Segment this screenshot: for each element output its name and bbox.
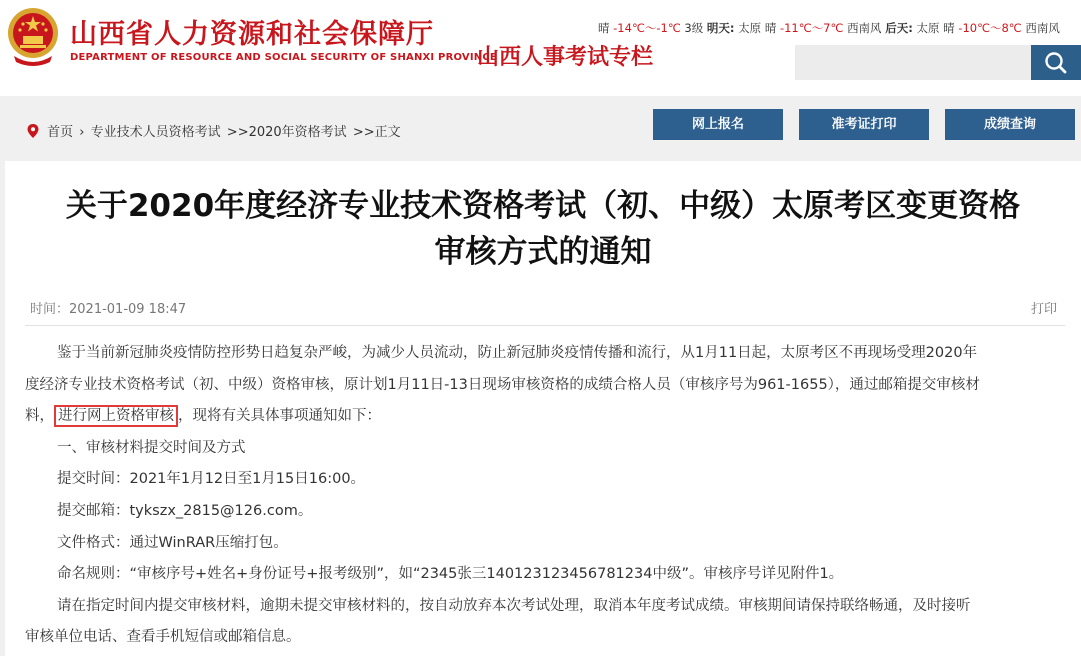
text-fragment: ，现将有关具体事项通知如下： <box>178 408 381 425</box>
breadcrumb-home[interactable]: 首页 <box>47 125 74 140</box>
breadcrumb-level2[interactable]: >>2020年资格考试 <box>226 125 347 140</box>
paragraph-line: 审核单位电话、查看手机短信或邮箱信息。 <box>25 629 301 646</box>
weather-tomorrow-temp: -11℃～7℃ <box>779 21 844 35</box>
weather-after-label: 后天: <box>885 21 913 35</box>
department-name-cn: 山西省人力资源和社会保障厅 <box>70 19 434 50</box>
weather-tomorrow-cond: 晴 <box>764 21 777 35</box>
search-input[interactable] <box>795 45 1031 80</box>
nav-bar <box>0 96 1081 154</box>
naming-rule-line: 命名规则：“审核序号+姓名+身份证号+报考级别”，如“2345张三140123123456781234中级”。审核序号详见附件1。 <box>57 566 844 583</box>
weather-tomorrow-wind: 西南风 <box>847 21 882 35</box>
print-link[interactable]: 打印 <box>1030 302 1057 317</box>
text-fragment: 料， <box>25 408 54 425</box>
paragraph-line <box>25 401 1070 433</box>
breadcrumb <box>27 121 403 142</box>
file-format-line: 文件格式：通过WinRAR压缩打包。 <box>57 534 288 551</box>
paragraph-line: 请在指定时间内提交审核材料，逾期未提交审核材料的，按自动放弃本次考试处理，取消本年度考试成绩。审核期间请保持联络畅通，及时接听 <box>57 597 971 614</box>
weather-after-temp: -10℃～8℃ <box>958 21 1022 35</box>
national-emblem-icon <box>6 6 60 68</box>
submit-time-line: 提交时间：2021年1月12日至1月15日16:00。 <box>57 471 366 488</box>
weather-tomorrow-city: 太原 <box>738 21 762 35</box>
search-icon <box>1031 45 1081 80</box>
paragraph-line: 度经济专业技术资格考试（初、中级）资格审核，原计划1月11日-13日现场审核资格的成绩合格人员（审核序号为961-1655），通过邮箱提交审核材 <box>25 376 980 393</box>
weather-tomorrow-label: 明天: <box>706 21 735 35</box>
weather-today-wind: 3级 <box>684 21 704 35</box>
submit-email-line: 提交邮箱：tykszx_2815@126.com。 <box>57 502 313 519</box>
article-body <box>25 338 1070 654</box>
breadcrumb-level1[interactable]: 专业技术人员资格考试 <box>90 125 221 140</box>
publish-time: 时间：2021-01-09 18:47 <box>30 302 187 317</box>
score-query-button[interactable]: 成绩查询 <box>945 109 1075 140</box>
highlighted-text: 进行网上资格审核 <box>54 405 178 427</box>
weather-after-city: 太原 <box>916 21 940 35</box>
divider <box>25 325 1065 326</box>
article-title <box>5 183 1081 275</box>
breadcrumb-level3: >>正文 <box>352 125 401 140</box>
breadcrumb-separator: › <box>79 125 85 140</box>
weather-after-cond: 晴 <box>943 21 955 35</box>
weather-today-cond: 晴 <box>598 21 610 35</box>
department-name-en: DEPARTMENT OF RESOURCE AND SOCIAL SECURITY OF SHANXI PROVINCE <box>70 52 497 63</box>
weather-today-temp: -14℃～-1℃ <box>613 21 681 35</box>
admit-card-print-button[interactable]: 准考证打印 <box>799 109 929 140</box>
weather-forecast <box>598 20 1060 36</box>
search-button[interactable] <box>1031 45 1081 80</box>
article-container <box>5 161 1081 656</box>
paragraph-line: 鉴于当前新冠肺炎疫情防控形势日趋复杂严峻，为减少人员流动，防止新冠肺炎疫情传播和流行，从1月11日起，太原考区不再现场受理2020年 <box>57 345 978 361</box>
online-apply-button[interactable]: 网上报名 <box>653 109 783 140</box>
column-title: 山西人事考试专栏 <box>477 44 654 70</box>
location-pin-icon <box>27 124 39 142</box>
article-title-line1: 关于2020年度经济专业技术资格考试（初、中级）太原考区变更资格 <box>65 188 1021 224</box>
article-title-line2: 审核方式的通知 <box>434 234 652 270</box>
site-header <box>0 0 1081 96</box>
section-heading: 一、审核材料提交时间及方式 <box>57 439 246 456</box>
weather-after-wind: 西南风 <box>1025 21 1060 35</box>
